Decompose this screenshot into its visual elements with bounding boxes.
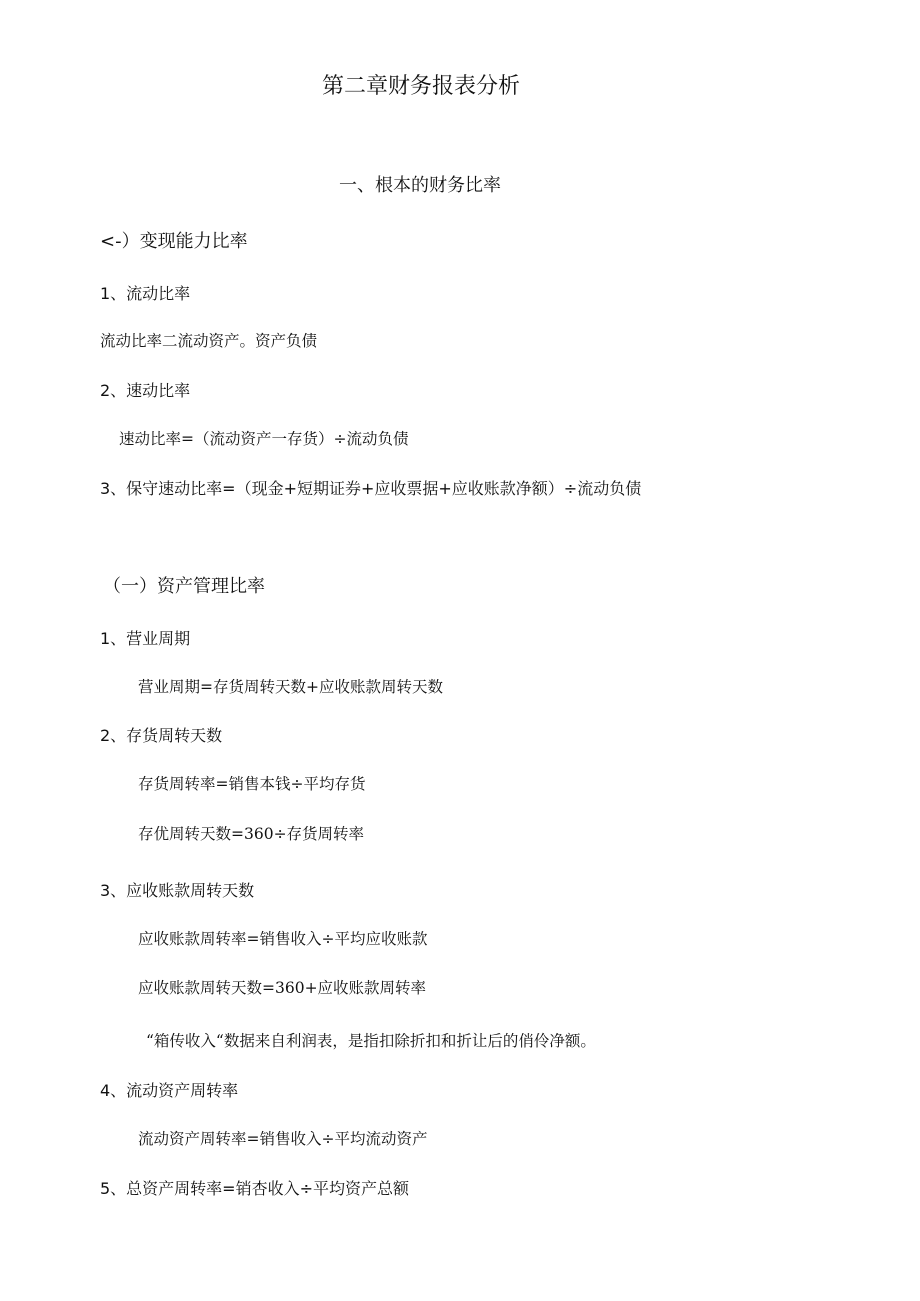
note-sales-revenue: “箱传收入“数据来自利润表，是指扣除折扣和折让后的俏伶净额。 [146,1032,596,1050]
item-conservative-quick-ratio: 3、保守速动比率=（现金+短期证券+应收票据+应收账款净额）÷流动负债 [100,479,642,498]
formula-current-ratio: 流动比率二流动资产。资产负债 [100,332,318,350]
chapter-title: 第二章财务报表分析 [321,74,520,99]
item-current-asset-turnover: 4、流动资产周转率 [100,1081,239,1100]
item-inventory-days: 2、存货周转天数 [100,726,223,745]
formula-quick-ratio: 速动比率=（流动资产一存货）÷流动负债 [119,430,409,448]
section-heading: 一、根本的财务比率 [339,175,501,196]
formula-receivable-days: 应收账款周转天数=360+应收账款周转率 [138,979,427,997]
item-total-asset-turnover: 5、总资产周转率=销杏收入÷平均资产总额 [100,1179,409,1198]
formula-inventory-turnover: 存货周转率=销售本钱÷平均存货 [138,775,366,793]
formula-receivable-turnover: 应收账款周转率=销售收入÷平均应收账款 [138,930,428,948]
formula-operating-cycle: 营业周期=存货周转天数+应收账款周转天数 [138,678,443,696]
item-operating-cycle: 1、营业周期 [100,629,191,648]
formula-inventory-days: 存优周转天数=360÷存货周转率 [138,825,365,843]
item-current-ratio: 1、流动比率 [100,284,191,303]
subsection-heading-asset-management: （一）资产管理比率 [103,576,265,597]
item-quick-ratio: 2、速动比率 [100,381,191,400]
formula-current-asset-turnover: 流动资产周转率=销售收入÷平均流动资产 [138,1130,428,1148]
item-receivable-days: 3、应收账款周转天数 [100,881,255,900]
subsection-heading-liquidity: <-）变现能力比率 [100,231,248,252]
